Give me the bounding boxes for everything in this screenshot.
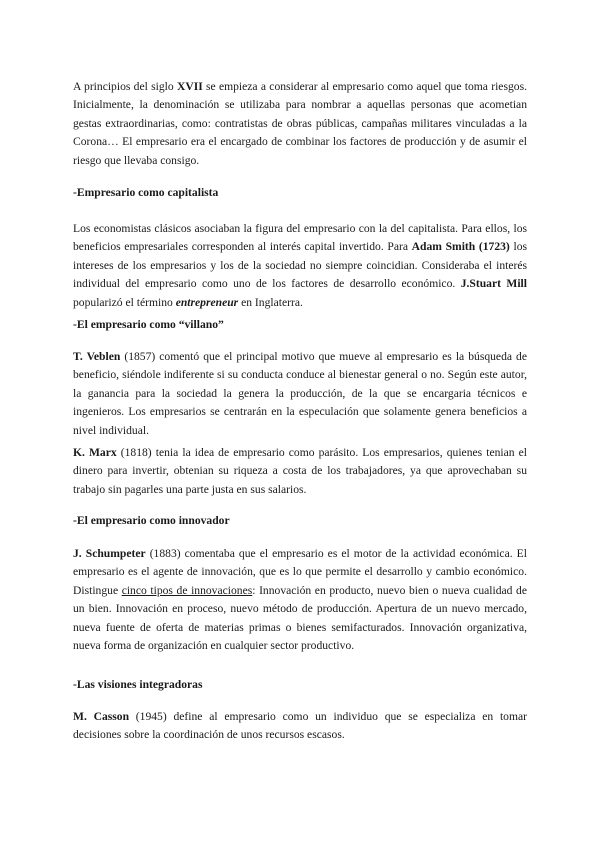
innovation-types-term: cinco tipos de innovaciones [121,583,253,597]
capitalista-paragraph [73,220,527,312]
casson-text: (1945) define al empresario como un individuo que se especializa en tomar decisiones sobre la coordinación de unos recursos escasos. [73,710,527,742]
schumpeter-text-1: (1883) comentaba que el empresario es el motor de la actividad económica. El empresario es el agente de innovación, que es lo que permite el desarrollo y cambio económico. Distingue [73,547,527,597]
heading-capitalista: -Empresario como capitalista [73,186,219,199]
veblen-paragraph [73,348,527,440]
capitalista-text-3: popularizó el término [73,295,176,309]
capitalista-text-2: los intereses de los empresarios y los de la sociedad no siempre coincidian. Consideraba el interés individual del empresario como uno de los factores de desarrollo económico. [73,240,528,291]
heading-integradoras: -Las visiones integradoras [73,678,203,691]
capitalista-text-1: Los economistas clásicos asociaban la figura del empresario con la del capitalista. Para ellos, los beneficios empresariales corresponden al interés capital invertido. Para [73,222,527,254]
schumpeter-text-2: : Innovación en producto, nuevo bien o nueva cualidad de un bien. Innovación en proceso, nuevo método de producción. Apertura de un nuevo mercado, nueva fuente de oferta de materias primas o bienes semifacturados. Innovación organizativa, nueva forma de organización en cualquier sector productivo. [73,583,528,653]
author-stuart-mill: J.Stuart Mill [460,277,527,291]
marx-paragraph [73,444,527,499]
intro-century: XVII [176,80,203,93]
author-adam-smith: Adam Smith (1723) [411,240,510,254]
author-marx: K. Marx [73,446,117,459]
capitalista-text-4: en Inglaterra. [238,295,303,309]
heading-villano: -El empresario como “villano” [73,318,224,331]
heading-innovador: -El empresario como innovador [73,514,230,527]
term-entrepreneur: entrepreneur [175,295,239,309]
schumpeter-paragraph [73,545,527,655]
author-veblen: T. Veblen [73,350,121,363]
casson-paragraph [73,708,527,745]
intro-text-1: A principios del siglo [73,80,177,93]
veblen-text: (1857) comentó que el principal motivo que mueve al empresario es la búsqueda de beneficio, siéndole indiferente si su conducta conduce al bienestar general o no. Según este autor, la ganancia para la sociedad la genera la producción, de la que se encargaria técnicos e ingenieros. Los empresarios se centrarán en la especulación que solamente genera beneficios a nivel individual. [73,350,527,437]
intro-text-2: se empieza a considerar al empresario como aquel que toma riesgos. Inicialmente, la denominación se utilizaba para nombrar a aquellas personas que acometian gestas extraordinarias, como: contratistas de obras públicas, campañas militares vinculadas a la Corona… El empresario era el encargado de combinar los factores de producción y de asumir el riesgo que llevaba consigo. [73,80,527,167]
author-casson: M. Casson [73,710,130,723]
marx-text: (1818) tenia la idea de empresario como parásito. Los empresarios, quienes tenian el dinero para invertir, obtenian su riqueza a costa de los trabajadores, ya que aprovechaban su trabajo sin pagarles una parte justa en sus salarios. [73,446,528,496]
author-schumpeter: J. Schumpeter [73,547,146,560]
intro-paragraph [73,78,527,170]
